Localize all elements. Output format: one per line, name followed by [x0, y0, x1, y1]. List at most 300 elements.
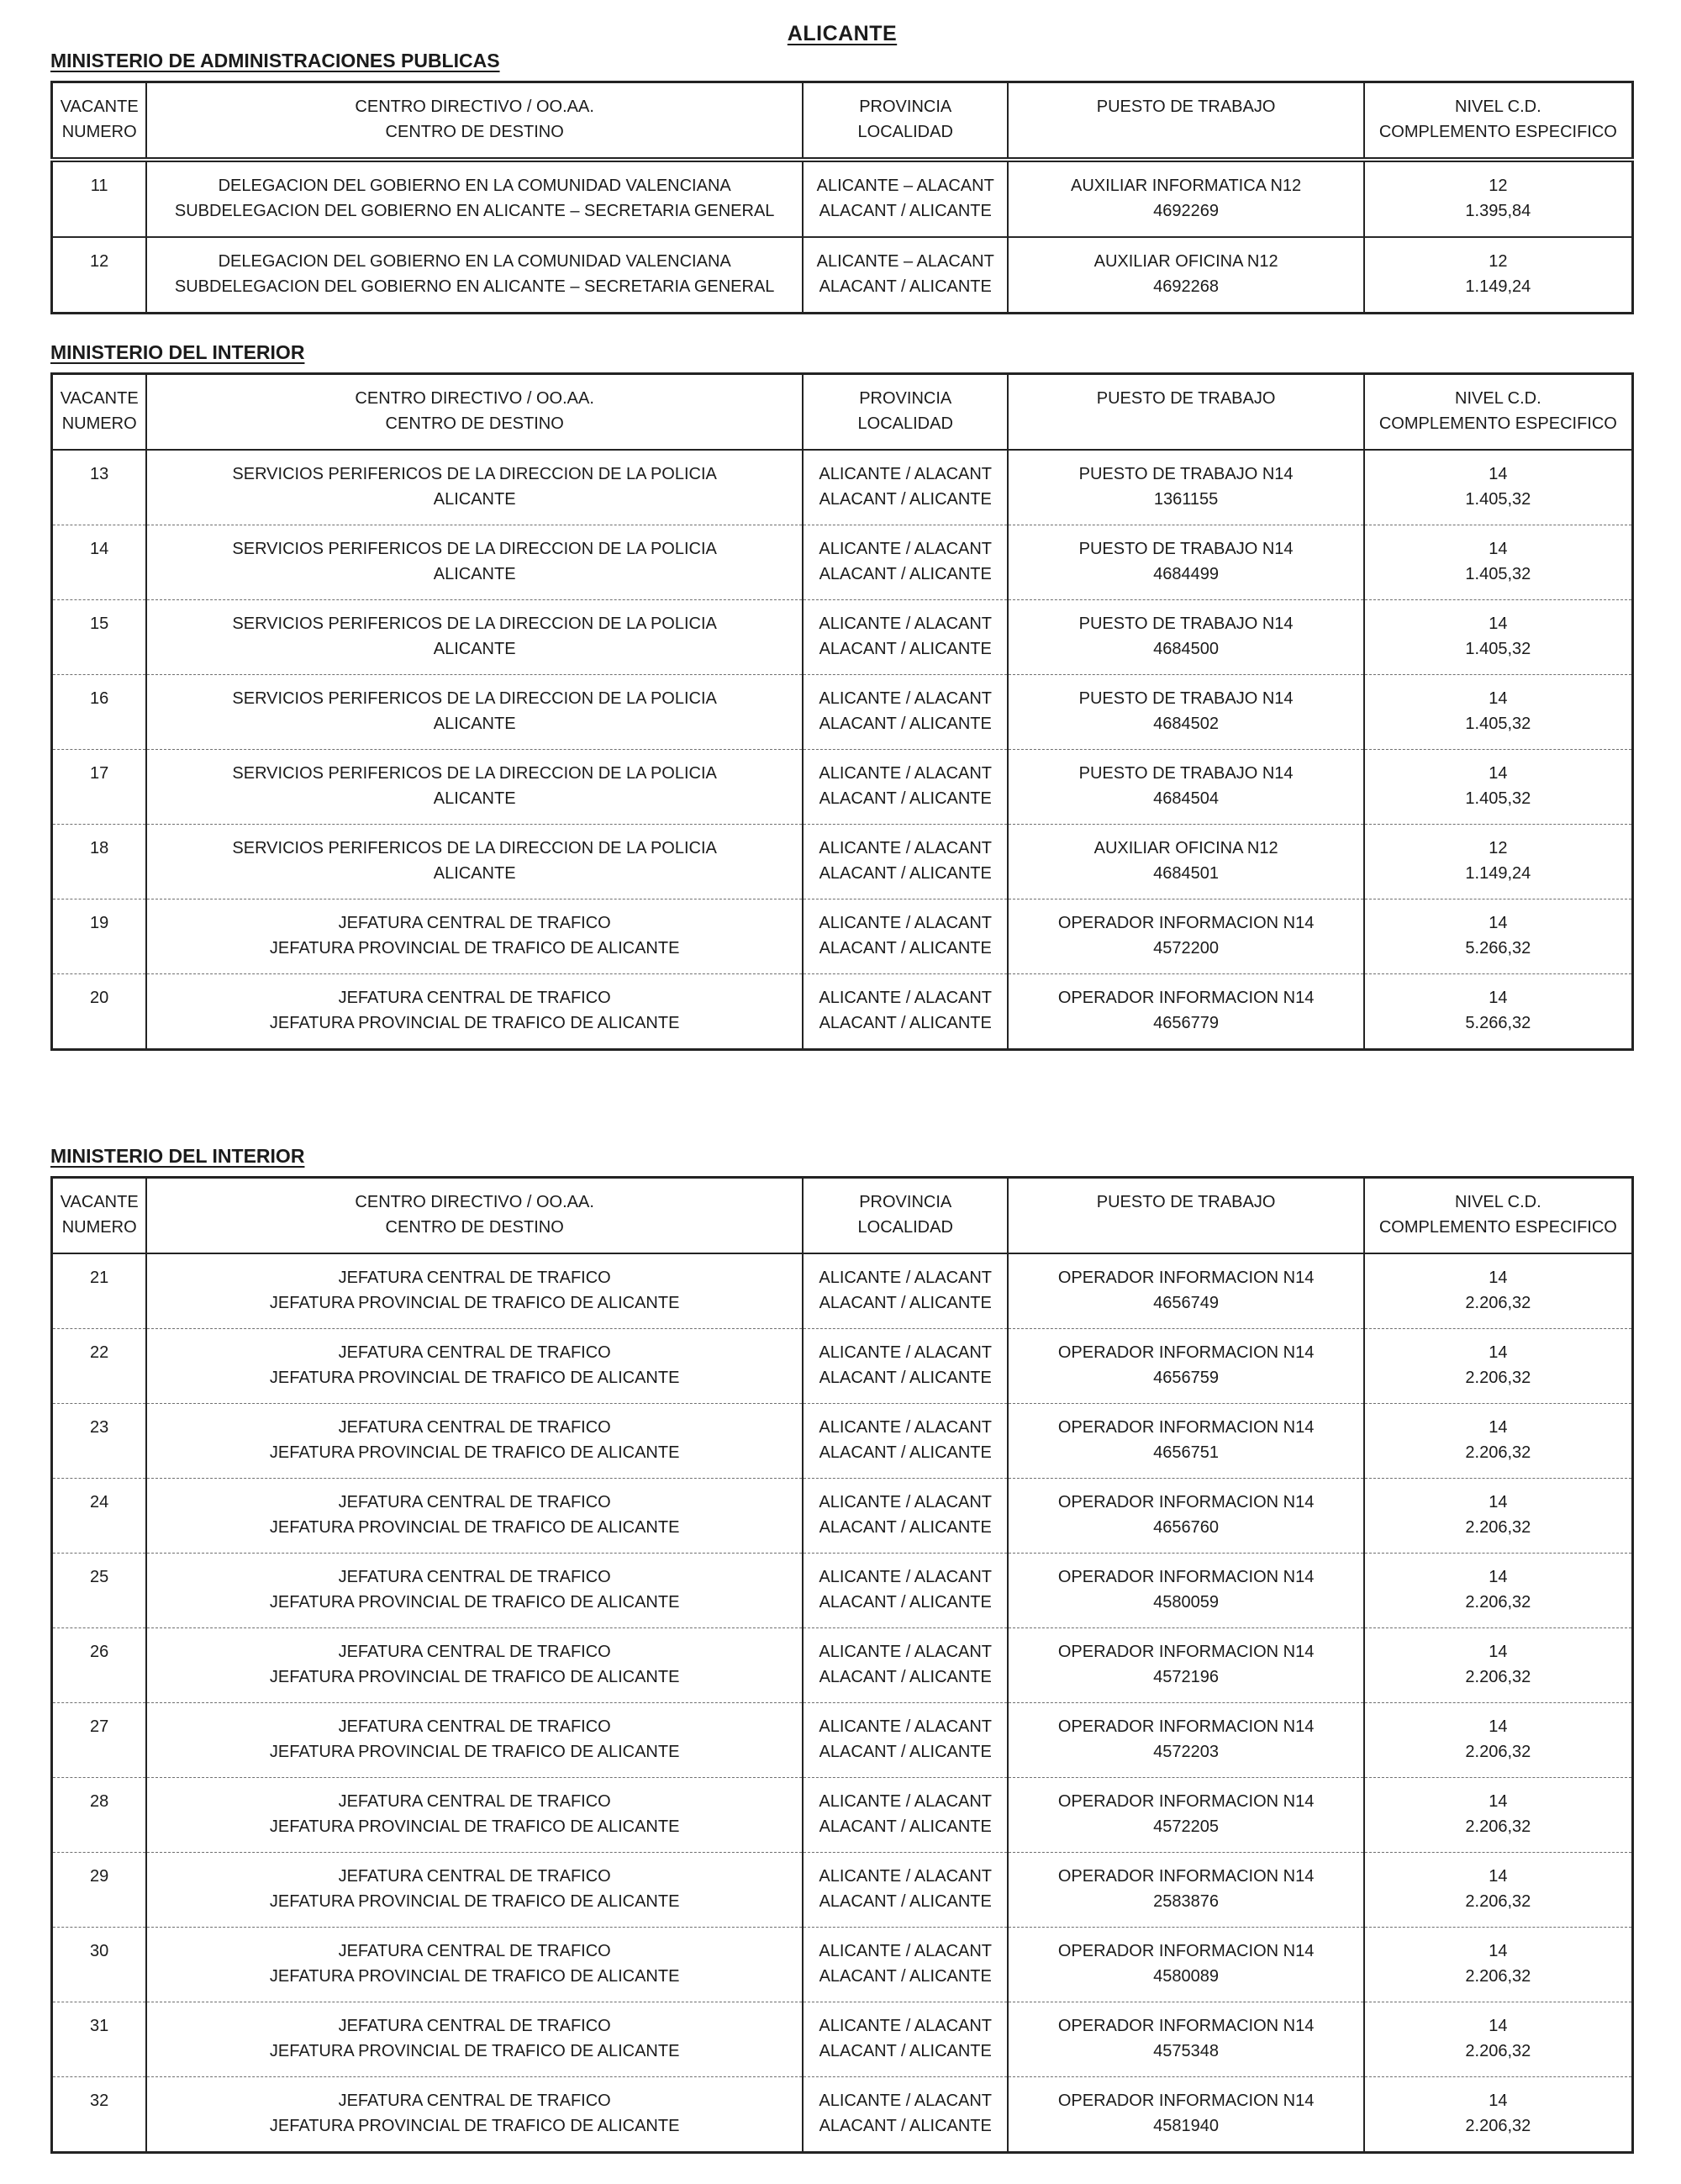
column-header	[1364, 374, 1633, 451]
cell-line: ALICANTE	[433, 789, 516, 808]
cell-line: 29	[90, 1867, 109, 1886]
provincia-localidad-cell	[803, 2002, 1009, 2077]
provincia-localidad-cell	[803, 1554, 1009, 1628]
cell-line: 27	[90, 1717, 109, 1736]
header-line: NIVEL C.D.	[1455, 389, 1541, 408]
vacante-number-cell	[52, 675, 147, 750]
cell-line: 15	[90, 615, 109, 633]
cell-line: JEFATURA CENTRAL DE TRAFICO	[338, 1717, 611, 1736]
vacancy-row	[52, 1703, 1633, 1778]
puesto-trabajo-cell	[1008, 750, 1363, 825]
cell-line: ALICANTE / ALACANT	[819, 914, 993, 932]
cell-line: 2.206,32	[1465, 1967, 1531, 1986]
vacante-number-cell	[52, 1253, 147, 1329]
vacancy-table	[50, 81, 1634, 314]
cell-line: 1.405,32	[1465, 640, 1531, 658]
cell-line: ALACANT / ALICANTE	[819, 1369, 992, 1387]
cell-line: ALACANT / ALICANTE	[819, 789, 992, 808]
cell-line: 31	[90, 2017, 109, 2035]
page-title: ALICANTE	[787, 22, 898, 45]
cell-line: ALACANT / ALICANTE	[819, 1967, 992, 1986]
cell-line: 5.266,32	[1465, 939, 1531, 957]
cell-line: 4656751	[1153, 1443, 1220, 1462]
cell-line: 11	[90, 177, 108, 195]
puesto-trabajo-cell	[1008, 600, 1363, 675]
centro-destino-cell	[146, 1703, 803, 1778]
vacante-number-cell	[52, 600, 147, 675]
vacante-number-cell	[52, 1703, 147, 1778]
cell-line: SERVICIOS PERIFERICOS DE LA DIRECCION DE LA POLICIA	[232, 540, 717, 558]
provincia-localidad-cell	[803, 1329, 1009, 1404]
cell-line: 4572205	[1153, 1817, 1220, 1836]
cell-line: ALACANT / ALICANTE	[819, 1743, 992, 1761]
provincia-localidad-cell	[803, 1253, 1009, 1329]
nivel-complemento-cell	[1364, 1253, 1633, 1329]
column-header	[803, 82, 1009, 161]
cell-line: 14	[1489, 615, 1508, 633]
puesto-trabajo-cell	[1008, 1778, 1363, 1853]
cell-line: 14	[1489, 1418, 1508, 1437]
cell-line: PUESTO DE TRABAJO N14	[1078, 540, 1294, 558]
nivel-complemento-cell	[1364, 1628, 1633, 1703]
cell-line: 1.149,24	[1465, 277, 1531, 296]
header-line: COMPLEMENTO ESPECIFICO	[1378, 123, 1617, 141]
cell-line: 4572200	[1153, 939, 1220, 957]
cell-line: 18	[90, 839, 109, 857]
cell-line: 20	[90, 989, 109, 1007]
vacante-number-cell	[52, 1404, 147, 1479]
ministry-section	[50, 50, 1634, 314]
cell-line: 4684501	[1153, 864, 1220, 883]
cell-line: ALICANTE / ALACANT	[819, 764, 993, 783]
nivel-complemento-cell	[1364, 1703, 1633, 1778]
cell-line: SERVICIOS PERIFERICOS DE LA DIRECCION DE LA POLICIA	[232, 615, 717, 633]
cell-line: 14	[90, 540, 109, 558]
cell-line: JEFATURA PROVINCIAL DE TRAFICO DE ALICANTE	[269, 1967, 680, 1986]
vacante-number-cell	[52, 899, 147, 974]
cell-line: ALICANTE / ALACANT	[819, 465, 993, 483]
puesto-trabajo-cell	[1008, 160, 1363, 237]
cell-line: JEFATURA PROVINCIAL DE TRAFICO DE ALICANTE	[269, 939, 680, 957]
cell-line: ALICANTE	[433, 490, 516, 509]
cell-line: 4692268	[1153, 277, 1220, 296]
header-line: CENTRO DIRECTIVO / OO.AA.	[355, 98, 594, 116]
provincia-localidad-cell	[803, 1479, 1009, 1554]
section-title: MINISTERIO DEL INTERIOR	[50, 1145, 305, 1167]
cell-line: ALICANTE / ALACANT	[819, 1643, 993, 1661]
header-line: CENTRO DE DESTINO	[385, 414, 564, 433]
cell-line: SERVICIOS PERIFERICOS DE LA DIRECCION DE LA POLICIA	[232, 839, 717, 857]
cell-line: 1.395,84	[1465, 202, 1531, 220]
vacancy-row	[52, 1778, 1633, 1853]
vacante-number-cell	[52, 974, 147, 1050]
cell-line: 19	[90, 914, 109, 932]
vacancy-row	[52, 1628, 1633, 1703]
header-line: PUESTO DE TRABAJO	[1096, 98, 1276, 116]
ministry-section	[50, 341, 1634, 1051]
cell-line: JEFATURA PROVINCIAL DE TRAFICO DE ALICANTE	[269, 1518, 680, 1537]
cell-line: ALACANT / ALICANTE	[819, 1294, 992, 1312]
cell-line: ALACANT / ALICANTE	[819, 2117, 992, 2135]
cell-line: ALICANTE	[433, 640, 516, 658]
vacancy-row	[52, 450, 1633, 525]
nivel-complemento-cell	[1364, 525, 1633, 600]
cell-line: 2.206,32	[1465, 1817, 1531, 1836]
cell-line: 2.206,32	[1465, 1892, 1531, 1911]
centro-destino-cell	[146, 1628, 803, 1703]
cell-line: SERVICIOS PERIFERICOS DE LA DIRECCION DE LA POLICIA	[232, 764, 717, 783]
cell-line: 1.405,32	[1465, 789, 1531, 808]
cell-line: OPERADOR INFORMACION N14	[1057, 1942, 1315, 1960]
vacante-number-cell	[52, 1479, 147, 1554]
header-line: CENTRO DE DESTINO	[385, 1218, 564, 1237]
puesto-trabajo-cell	[1008, 1628, 1363, 1703]
section-title: MINISTERIO DEL INTERIOR	[50, 341, 305, 363]
nivel-complemento-cell	[1364, 2002, 1633, 2077]
ministry-section	[50, 1145, 1634, 2154]
provincia-localidad-cell	[803, 899, 1009, 974]
header-line: NIVEL C.D.	[1455, 98, 1541, 116]
nivel-complemento-cell	[1364, 1928, 1633, 2002]
cell-line: JEFATURA PROVINCIAL DE TRAFICO DE ALICANTE	[269, 1294, 680, 1312]
vacancy-row	[52, 1928, 1633, 2002]
cell-line: ALICANTE / ALACANT	[819, 1942, 993, 1960]
column-header	[1364, 1178, 1633, 1254]
cell-line: ALACANT / ALICANTE	[819, 490, 992, 509]
cell-line: JEFATURA CENTRAL DE TRAFICO	[338, 1568, 611, 1586]
nivel-complemento-cell	[1364, 675, 1633, 750]
centro-destino-cell	[146, 899, 803, 974]
cell-line: JEFATURA CENTRAL DE TRAFICO	[338, 1867, 611, 1886]
centro-destino-cell	[146, 2002, 803, 2077]
header-line: PROVINCIA	[859, 389, 952, 408]
cell-line: ALACANT / ALICANTE	[819, 565, 992, 583]
nivel-complemento-cell	[1364, 1404, 1633, 1479]
nivel-complemento-cell	[1364, 450, 1633, 525]
cell-line: 2.206,32	[1465, 2042, 1531, 2060]
cell-line: 23	[90, 1418, 109, 1437]
cell-line: JEFATURA PROVINCIAL DE TRAFICO DE ALICANTE	[269, 1014, 680, 1032]
nivel-complemento-cell	[1364, 237, 1633, 314]
column-header	[1008, 374, 1363, 451]
cell-line: 12	[1489, 839, 1508, 857]
vacancy-row	[52, 1853, 1633, 1928]
puesto-trabajo-cell	[1008, 1703, 1363, 1778]
cell-line: ALICANTE – ALACANT	[816, 177, 994, 195]
cell-line: 4684502	[1153, 715, 1220, 733]
cell-line: 12	[90, 252, 109, 271]
cell-line: 14	[1489, 1643, 1508, 1661]
cell-line: ALACANT / ALICANTE	[819, 277, 992, 296]
puesto-trabajo-cell	[1008, 1928, 1363, 2002]
cell-line: PUESTO DE TRABAJO N14	[1078, 764, 1294, 783]
cell-line: AUXILIAR INFORMATICA N12	[1071, 177, 1302, 195]
cell-line: 17	[90, 764, 109, 783]
header-line: LOCALIDAD	[857, 414, 953, 433]
cell-line: ALICANTE / ALACANT	[819, 1792, 993, 1811]
cell-line: 1.405,32	[1465, 490, 1531, 509]
centro-destino-cell	[146, 1479, 803, 1554]
cell-line: ALICANTE / ALACANT	[819, 1717, 993, 1736]
cell-line: OPERADOR INFORMACION N14	[1057, 1269, 1315, 1287]
cell-line: SUBDELEGACION DEL GOBIERNO EN ALICANTE – SECRETARIA GENERAL	[174, 277, 775, 296]
header-line: VACANTE	[60, 98, 139, 116]
cell-line: OPERADOR INFORMACION N14	[1057, 2092, 1315, 2110]
cell-line: ALACANT / ALICANTE	[819, 2042, 992, 2060]
cell-line: 14	[1489, 1343, 1508, 1362]
cell-line: PUESTO DE TRABAJO N14	[1078, 689, 1294, 708]
cell-line: 2.206,32	[1465, 1668, 1531, 1686]
header-line: NUMERO	[61, 414, 137, 433]
cell-line: 14	[1489, 2017, 1508, 2035]
vacante-number-cell	[52, 1853, 147, 1928]
cell-line: 4656779	[1153, 1014, 1220, 1032]
puesto-trabajo-cell	[1008, 2002, 1363, 2077]
header-line: CENTRO DE DESTINO	[385, 123, 564, 141]
cell-line: 24	[90, 1493, 109, 1511]
cell-line: ALICANTE / ALACANT	[819, 839, 993, 857]
cell-line: ALICANTE / ALACANT	[819, 1343, 993, 1362]
vacancy-row	[52, 1554, 1633, 1628]
cell-line: 12	[1489, 177, 1508, 195]
header-line: PROVINCIA	[859, 98, 952, 116]
header-line: CENTRO DIRECTIVO / OO.AA.	[355, 1193, 594, 1211]
cell-line: 28	[90, 1792, 109, 1811]
puesto-trabajo-cell	[1008, 450, 1363, 525]
cell-line: ALICANTE / ALACANT	[819, 2092, 993, 2110]
centro-destino-cell	[146, 1853, 803, 1928]
provincia-localidad-cell	[803, 1853, 1009, 1928]
column-header	[1008, 82, 1363, 161]
nivel-complemento-cell	[1364, 2077, 1633, 2153]
cell-line: ALICANTE / ALACANT	[819, 2017, 993, 2035]
centro-destino-cell	[146, 825, 803, 899]
cell-line: 4575348	[1153, 2042, 1220, 2060]
cell-line: OPERADOR INFORMACION N14	[1057, 1493, 1315, 1511]
cell-line: SUBDELEGACION DEL GOBIERNO EN ALICANTE – SECRETARIA GENERAL	[174, 202, 775, 220]
provincia-localidad-cell	[803, 1628, 1009, 1703]
centro-destino-cell	[146, 1404, 803, 1479]
cell-line: JEFATURA PROVINCIAL DE TRAFICO DE ALICANTE	[269, 1593, 680, 1612]
puesto-trabajo-cell	[1008, 1404, 1363, 1479]
cell-line: 14	[1489, 1493, 1508, 1511]
cell-line: OPERADOR INFORMACION N14	[1057, 1643, 1315, 1661]
vacancy-row	[52, 2077, 1633, 2153]
cell-line: 4684504	[1153, 789, 1220, 808]
cell-line: OPERADOR INFORMACION N14	[1057, 1418, 1315, 1437]
centro-destino-cell	[146, 1329, 803, 1404]
vacante-number-cell	[52, 2077, 147, 2153]
cell-line: 14	[1489, 689, 1508, 708]
vacante-number-cell	[52, 237, 147, 314]
cell-line: JEFATURA PROVINCIAL DE TRAFICO DE ALICANTE	[269, 2042, 680, 2060]
vacancy-row	[52, 1329, 1633, 1404]
nivel-complemento-cell	[1364, 1778, 1633, 1853]
cell-line: 4580059	[1153, 1593, 1220, 1612]
provincia-localidad-cell	[803, 1404, 1009, 1479]
header-row	[52, 374, 1633, 451]
cell-line: ALACANT / ALICANTE	[819, 715, 992, 733]
cell-line: JEFATURA CENTRAL DE TRAFICO	[338, 1792, 611, 1811]
cell-line: 4692269	[1153, 202, 1220, 220]
document-page	[50, 22, 1634, 2154]
cell-line: SERVICIOS PERIFERICOS DE LA DIRECCION DE LA POLICIA	[232, 465, 717, 483]
provincia-localidad-cell	[803, 675, 1009, 750]
cell-line: 2.206,32	[1465, 1518, 1531, 1537]
vacancy-row	[52, 899, 1633, 974]
cell-line: OPERADOR INFORMACION N14	[1057, 1343, 1315, 1362]
cell-line: 12	[1489, 252, 1508, 271]
column-header	[803, 374, 1009, 451]
puesto-trabajo-cell	[1008, 1329, 1363, 1404]
cell-line: ALACANT / ALICANTE	[819, 1817, 992, 1836]
cell-line: 4656760	[1153, 1518, 1220, 1537]
provincia-localidad-cell	[803, 1928, 1009, 2002]
vacancy-row	[52, 1479, 1633, 1554]
column-header	[52, 82, 147, 161]
cell-line: ALICANTE / ALACANT	[819, 540, 993, 558]
cell-line: ALICANTE – ALACANT	[816, 252, 994, 271]
cell-line: ALACANT / ALICANTE	[819, 640, 992, 658]
cell-line: JEFATURA CENTRAL DE TRAFICO	[338, 1269, 611, 1287]
provincia-localidad-cell	[803, 237, 1009, 314]
cell-line: 14	[1489, 1717, 1508, 1736]
vacante-number-cell	[52, 1554, 147, 1628]
cell-line: JEFATURA CENTRAL DE TRAFICO	[338, 1343, 611, 1362]
vacante-number-cell	[52, 2002, 147, 2077]
cell-line: ALICANTE	[433, 715, 516, 733]
cell-line: 4684500	[1153, 640, 1220, 658]
puesto-trabajo-cell	[1008, 825, 1363, 899]
cell-line: 14	[1489, 1792, 1508, 1811]
cell-line: ALICANTE	[433, 864, 516, 883]
provincia-localidad-cell	[803, 450, 1009, 525]
cell-line: OPERADOR INFORMACION N14	[1057, 1792, 1315, 1811]
cell-line: JEFATURA PROVINCIAL DE TRAFICO DE ALICANTE	[269, 1668, 680, 1686]
puesto-trabajo-cell	[1008, 1554, 1363, 1628]
cell-line: 1.149,24	[1465, 864, 1531, 883]
vacancy-row	[52, 600, 1633, 675]
cell-line: AUXILIAR OFICINA N12	[1093, 252, 1278, 271]
vacante-number-cell	[52, 450, 147, 525]
cell-line: 4580089	[1153, 1967, 1220, 1986]
cell-line: 1361155	[1153, 490, 1219, 509]
header-line: VACANTE	[60, 1193, 139, 1211]
cell-line: ALICANTE / ALACANT	[819, 615, 993, 633]
centro-destino-cell	[146, 1928, 803, 2002]
centro-destino-cell	[146, 237, 803, 314]
cell-line: ALACANT / ALICANTE	[819, 1892, 992, 1911]
vacancy-row	[52, 1404, 1633, 1479]
cell-line: 2.206,32	[1465, 1593, 1531, 1612]
cell-line: 2583876	[1153, 1892, 1220, 1911]
header-line: NUMERO	[61, 123, 137, 141]
cell-line: PUESTO DE TRABAJO N14	[1078, 615, 1294, 633]
cell-line: 2.206,32	[1465, 1443, 1531, 1462]
cell-line: DELEGACION DEL GOBIERNO EN LA COMUNIDAD VALENCIANA	[218, 177, 731, 195]
cell-line: ALICANTE / ALACANT	[819, 1867, 993, 1886]
puesto-trabajo-cell	[1008, 2077, 1363, 2153]
provincia-localidad-cell	[803, 1703, 1009, 1778]
nivel-complemento-cell	[1364, 974, 1633, 1050]
cell-line: SERVICIOS PERIFERICOS DE LA DIRECCION DE LA POLICIA	[232, 689, 717, 708]
section-title: MINISTERIO DE ADMINISTRACIONES PUBLICAS	[50, 50, 500, 71]
cell-line: ALACANT / ALICANTE	[819, 202, 992, 220]
vacancy-row	[52, 2002, 1633, 2077]
column-header	[146, 374, 803, 451]
cell-line: JEFATURA PROVINCIAL DE TRAFICO DE ALICANTE	[269, 1743, 680, 1761]
vacancy-row	[52, 525, 1633, 600]
cell-line: JEFATURA CENTRAL DE TRAFICO	[338, 989, 611, 1007]
cell-line: 14	[1489, 1269, 1508, 1287]
centro-destino-cell	[146, 1778, 803, 1853]
vacancy-row	[52, 825, 1633, 899]
column-header	[1364, 82, 1633, 161]
vacancy-row	[52, 974, 1633, 1050]
provincia-localidad-cell	[803, 600, 1009, 675]
vacancy-table	[50, 1176, 1634, 2154]
cell-line: 4581940	[1153, 2117, 1220, 2135]
cell-line: JEFATURA CENTRAL DE TRAFICO	[338, 1643, 611, 1661]
centro-destino-cell	[146, 675, 803, 750]
cell-line: OPERADOR INFORMACION N14	[1057, 989, 1315, 1007]
cell-line: 1.405,32	[1465, 715, 1531, 733]
cell-line: ALICANTE	[433, 565, 516, 583]
centro-destino-cell	[146, 2077, 803, 2153]
header-line: PUESTO DE TRABAJO	[1096, 389, 1276, 408]
cell-line: 30	[90, 1942, 109, 1960]
cell-line: OPERADOR INFORMACION N14	[1057, 1568, 1315, 1586]
vacancy-row	[52, 160, 1633, 237]
cell-line: 2.206,32	[1465, 1294, 1531, 1312]
centro-destino-cell	[146, 525, 803, 600]
cell-line: OPERADOR INFORMACION N14	[1057, 914, 1315, 932]
centro-destino-cell	[146, 450, 803, 525]
cell-line: ALICANTE / ALACANT	[819, 1269, 993, 1287]
cell-line: 2.206,32	[1465, 1743, 1531, 1761]
tables-container	[50, 50, 1634, 2154]
header-row	[52, 82, 1633, 161]
cell-line: 2.206,32	[1465, 1369, 1531, 1387]
cell-line: 22	[90, 1343, 109, 1362]
vacante-number-cell	[52, 160, 147, 237]
cell-line: 14	[1489, 540, 1508, 558]
puesto-trabajo-cell	[1008, 899, 1363, 974]
nivel-complemento-cell	[1364, 160, 1633, 237]
cell-line: 14	[1489, 989, 1508, 1007]
cell-line: 25	[90, 1568, 109, 1586]
vacancy-row	[52, 1253, 1633, 1329]
cell-line: PUESTO DE TRABAJO N14	[1078, 465, 1294, 483]
cell-line: OPERADOR INFORMACION N14	[1057, 1717, 1315, 1736]
cell-line: 14	[1489, 2092, 1508, 2110]
cell-line: JEFATURA CENTRAL DE TRAFICO	[338, 1493, 611, 1511]
centro-destino-cell	[146, 600, 803, 675]
provincia-localidad-cell	[803, 974, 1009, 1050]
column-header	[52, 1178, 147, 1254]
cell-line: ALACANT / ALICANTE	[819, 939, 992, 957]
nivel-complemento-cell	[1364, 1853, 1633, 1928]
cell-line: AUXILIAR OFICINA N12	[1093, 839, 1278, 857]
cell-line: JEFATURA PROVINCIAL DE TRAFICO DE ALICANTE	[269, 1817, 680, 1836]
cell-line: ALICANTE / ALACANT	[819, 989, 993, 1007]
nivel-complemento-cell	[1364, 750, 1633, 825]
provincia-localidad-cell	[803, 160, 1009, 237]
puesto-trabajo-cell	[1008, 1853, 1363, 1928]
cell-line: JEFATURA CENTRAL DE TRAFICO	[338, 1942, 611, 1960]
cell-line: 16	[90, 689, 109, 708]
column-header	[146, 82, 803, 161]
